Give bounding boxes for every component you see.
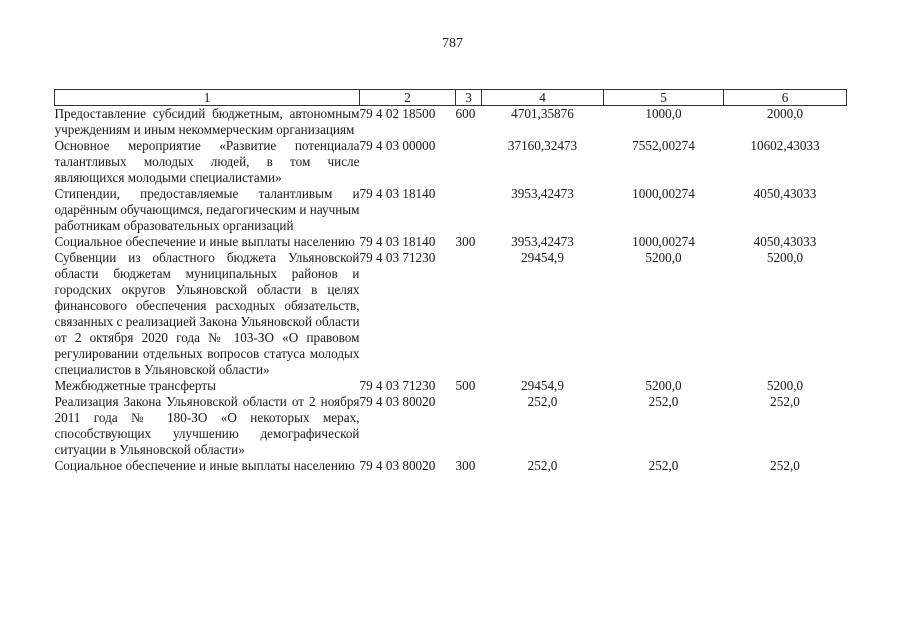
table-row — [55, 378, 847, 394]
row-value-col6: 10602,43033 — [750, 138, 820, 153]
row-name: Социальное обеспечение и иные выплаты населению — [54, 458, 355, 473]
row-value-col4: 37160,32473 — [507, 138, 578, 153]
row-value-col5: 252,0 — [648, 458, 679, 473]
row-value-col4: 3953,42473 — [511, 186, 574, 201]
page-number: 787 — [442, 36, 463, 51]
row-code: 79 4 03 18140 — [359, 234, 436, 249]
header-col-2: 2 — [360, 90, 456, 106]
row-value-col4: 29454,9 — [521, 378, 564, 393]
row-value-col5: 1000,00274 — [632, 186, 695, 201]
row-value-col4: 3953,42473 — [511, 234, 574, 249]
row-value-col6: 5200,0 — [766, 250, 804, 265]
table-row — [55, 234, 847, 250]
row-value-col5: 5200,0 — [645, 378, 682, 393]
header-col-1: 1 — [55, 90, 360, 106]
row-value-col6: 4050,43033 — [753, 186, 817, 201]
row-code: 79 4 03 80020 — [359, 394, 436, 409]
row-code: 79 4 03 00000 — [359, 138, 436, 153]
row-type: 300 — [455, 458, 476, 473]
table-row — [55, 138, 847, 186]
header-row — [55, 90, 847, 106]
row-name: Стипендии, предоставляемые талантливым и одарённым обучающимся, педагогическим и научным работникам образовательных организаций — [54, 186, 360, 233]
row-value-col6: 2000,0 — [766, 106, 804, 121]
header-col-6: 6 — [724, 90, 847, 106]
table-row — [55, 250, 847, 378]
row-name: Предоставление субсидий бюджетным, автономным учреждениям и иным некоммерческим организациям — [54, 106, 360, 137]
header-col-5: 5 — [604, 90, 724, 106]
row-value-col4: 252,0 — [527, 458, 558, 473]
row-value-col5: 5200,0 — [645, 250, 682, 265]
budget-table — [54, 89, 847, 474]
row-value-col5: 1000,00274 — [632, 234, 695, 249]
row-type — [456, 138, 482, 186]
table-body — [55, 106, 847, 475]
table-row — [55, 106, 847, 139]
row-type — [456, 186, 482, 234]
row-name: Межбюджетные трансферты — [54, 378, 216, 393]
header-col-3: 3 — [456, 90, 482, 106]
row-value-col5: 252,0 — [648, 394, 679, 409]
row-value-col5: 7552,00274 — [632, 138, 695, 153]
row-value-col6: 252,0 — [770, 458, 800, 473]
row-name: Социальное обеспечение и иные выплаты населению — [54, 234, 355, 249]
row-name: Субвенции из областного бюджета Ульяновской области бюджетам муниципальных районов и городских округов Ульяновской области в целях финансового обеспечения расходных обязательств, связанных с реализацией Закона Ульяновской области от 2 октября 2020 года № 103-ЗО «О правовом регулировании отдельных вопросов статуса молодых специалистов в Ульяновской области» — [54, 250, 360, 377]
table-header — [55, 90, 847, 106]
row-code: 79 4 02 18500 — [359, 106, 436, 121]
row-code: 79 4 03 71230 — [359, 378, 436, 393]
row-type: 600 — [455, 106, 476, 121]
row-value-col6: 5200,0 — [766, 378, 804, 393]
row-value-col4: 4701,35876 — [511, 106, 574, 121]
row-code: 79 4 03 18140 — [359, 186, 436, 201]
header-col-4: 4 — [482, 90, 604, 106]
row-value-col5: 1000,0 — [645, 106, 682, 121]
table-row — [55, 186, 847, 234]
row-name: Реализация Закона Ульяновской области от 2 ноября 2011 года № 180-ЗО «О некоторых мерах, способствующих улучшению демографической ситуации в Ульяновской области» — [54, 394, 360, 457]
row-value-col4: 252,0 — [527, 394, 558, 409]
row-type — [456, 394, 482, 458]
row-value-col4: 29454,9 — [521, 250, 564, 265]
row-value-col6: 4050,43033 — [753, 234, 817, 249]
row-code: 79 4 03 71230 — [359, 250, 436, 265]
row-type — [456, 250, 482, 378]
row-type: 300 — [455, 234, 476, 249]
row-type: 500 — [455, 378, 476, 393]
row-code: 79 4 03 80020 — [359, 458, 436, 473]
table-row — [55, 394, 847, 458]
row-value-col6: 252,0 — [770, 394, 800, 409]
row-name: Основное мероприятие «Развитие потенциала талантливых молодых людей, в том числе являющихся молодыми специалистами» — [54, 138, 360, 185]
table-row — [55, 458, 847, 474]
